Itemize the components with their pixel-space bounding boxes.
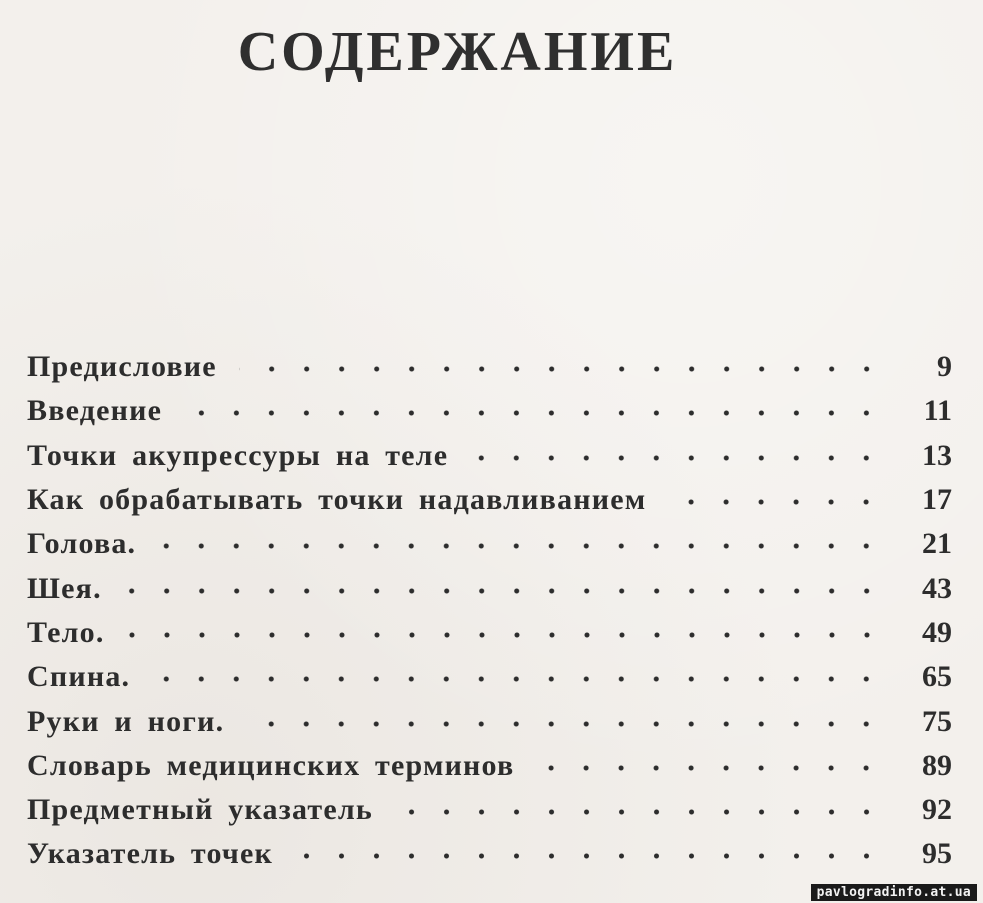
toc-entry-page: 9: [937, 350, 952, 384]
toc-entry-label: Указатель точек: [27, 837, 273, 871]
dot-leader: [536, 751, 896, 781]
dot-leader: [127, 618, 896, 648]
toc-entry-page: 75: [922, 704, 952, 738]
toc-entry: [27, 699, 952, 743]
toc-entry: [27, 611, 952, 655]
toc-entry-label: Голова.: [27, 527, 137, 561]
dot-leader: [124, 574, 896, 604]
dot-leader: [395, 795, 896, 825]
dot-leader: [152, 662, 896, 692]
toc-entry-page: 95: [922, 837, 952, 871]
toc-entry-label: Словарь медицинских терминов: [27, 748, 515, 782]
toc-entry-page: 43: [922, 571, 952, 605]
dot-leader: [470, 441, 896, 471]
toc-entry: [27, 389, 952, 433]
toc-entry-page: 89: [922, 748, 952, 782]
toc-entry-label: Введение: [27, 394, 163, 428]
toc-entry: [27, 655, 952, 699]
toc-entry-page: 21: [922, 527, 952, 561]
toc-entry: [27, 478, 952, 522]
toc-entry: [27, 345, 952, 389]
dot-leader: [239, 352, 896, 382]
toc-entry-label: Шея.: [27, 571, 102, 605]
toc-entry-page: 49: [922, 615, 952, 649]
toc-entry: [27, 434, 952, 478]
dot-leader: [668, 485, 896, 515]
toc-entry-label: Точки акупрессуры на теле: [27, 438, 449, 472]
page-title: СОДЕРЖАНИЕ: [237, 21, 678, 83]
toc-entry-label: Спина.: [27, 660, 131, 694]
toc-entry-label: Предметный указатель: [27, 793, 373, 827]
toc-entry-label: Руки и ноги.: [27, 704, 225, 738]
toc-entry: [27, 522, 952, 566]
toc-entry-page: 13: [922, 438, 952, 472]
toc-entry-label: Тело.: [27, 615, 105, 649]
dot-leader: [158, 529, 896, 559]
toc-entry-label: Как обрабатывать точки надавливанием: [27, 483, 647, 517]
site-watermark: pavlogradinfo.at.ua: [811, 884, 977, 901]
toc-entry-label: Предисловие: [27, 350, 217, 384]
toc-entry: [27, 566, 952, 610]
toc-entry-page: 17: [922, 483, 952, 517]
toc-entry-page: 65: [922, 660, 952, 694]
toc-entry: [27, 744, 952, 788]
toc-entry-page: 92: [922, 793, 952, 827]
dot-leader: [295, 839, 896, 869]
table-of-contents: [27, 345, 952, 877]
dot-leader: [246, 707, 896, 737]
toc-entry-page: 11: [923, 394, 952, 428]
dot-leader: [184, 396, 896, 426]
toc-entry: [27, 832, 952, 876]
toc-entry: [27, 788, 952, 832]
